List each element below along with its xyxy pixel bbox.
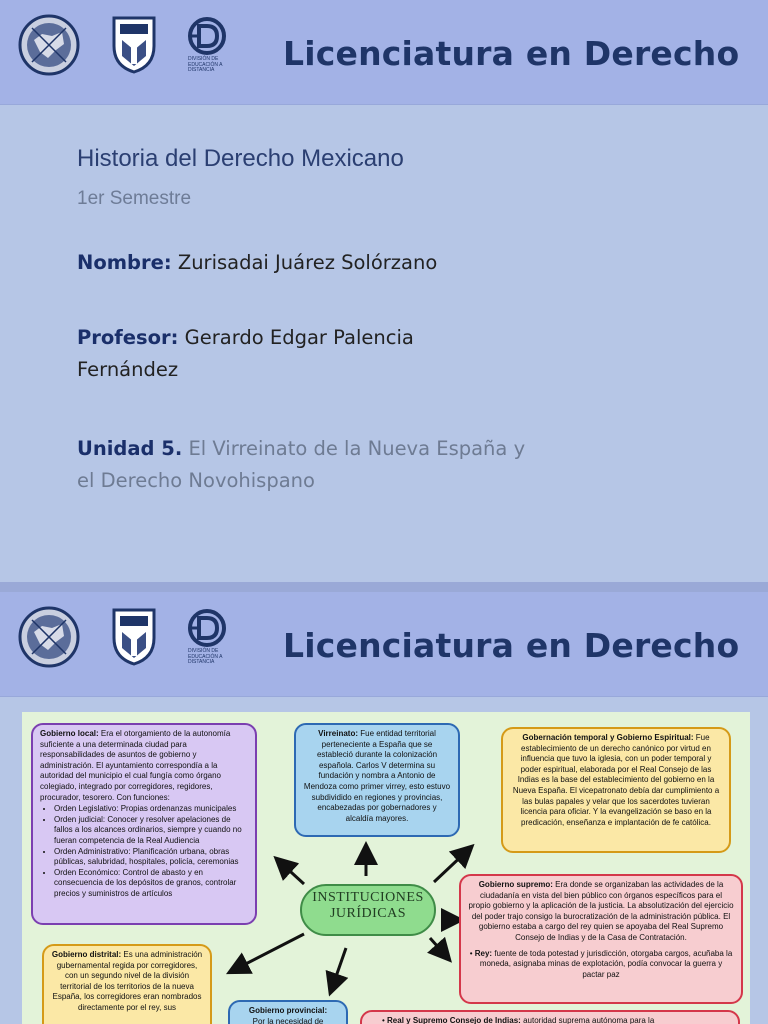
consejo-text: autoridad suprema autónoma para la (523, 1016, 655, 1024)
arrow-to-gobierno-provincial (332, 948, 346, 988)
gobernacion-box (501, 727, 731, 853)
rey-entry: • Rey: fuente de toda potestad y jurisdicción, otorgaba cargos, acuñaba la moneda, asignaba minas de explotación, podía convocar la guerra y pactar paz (469, 948, 733, 979)
unam-shield-icon (112, 16, 156, 74)
consejo-box: • Real y Supremo Consejo de Indias: autoridad suprema autónoma para la (360, 1010, 740, 1024)
gobierno-local-title: Gobierno local: (40, 729, 99, 738)
arrow-to-gobierno-distrital (234, 934, 304, 970)
central-topic: INSTITUCIONES JURÍDICAS (300, 884, 436, 936)
gobierno-local-text: Era el otorgamiento de la autonomía suficiente a una determinada ciudad para responsabilidades de asuntos de gobierno y administración. El ayuntamiento correspondía a la autoridad del municipio el cual fungía como órgano colegiado, integrado por corregidores, regidores, procurador, tesorero. Con funciones: (40, 729, 231, 802)
page-header (0, 0, 768, 105)
list-item: • Orden judicial: Conocer y resolver apelaciones de fallos a los alcances ordinarios, siempre y cuando no fueran competencia de la Real Audiencia (54, 815, 248, 847)
gobierno-distrital-text: Es una administración gubernamental regida por corregidores, con un segundo nivel de la división territorial de los territorios de la nueva España, los corregidores eran nombrados directamente por el rey, sus (52, 950, 203, 1012)
gobierno-distrital-box (42, 944, 212, 1024)
concept-map (22, 712, 750, 1024)
gobernacion-text: Fue establecimiento de un derecho canónico por virtud en influencia que tuvo la iglesia, con un poder temporal y poder espiritual, elaborada por el Real Consejo de las Indias es la base del establecimiento del gobierno en la Nueva España. El vicepatronato debía dar cumplimiento a las bulas papales y velar que los sacerdotes tuvieran licencia para oficiar. Y la evangelización se baso en la predicación, enseñanza e implantación de fe católica. (512, 733, 720, 827)
gobierno-provincial-title: Gobierno provincial: (248, 1006, 328, 1015)
division-educacion-distancia-logo (185, 16, 229, 56)
gobierno-local-box (31, 723, 257, 925)
gobierno-local-list (40, 804, 248, 899)
teacher-row (77, 322, 437, 386)
semester: 1er Semestre (77, 188, 192, 209)
gobierno-provincial-text: Por la necesidad de (252, 1016, 324, 1024)
teacher-name: Gerardo Edgar Palencia Fernández (77, 326, 414, 381)
virreinato-title: Virreinato: (318, 729, 359, 738)
unit-label: Unidad 5. (77, 437, 183, 460)
gobierno-distrital-title: Gobierno distrital: (51, 950, 122, 959)
gobernacion-title: Gobernación temporal y Gobierno Espiritual: (522, 733, 694, 742)
virreinato-text: Fue entidad territorial perteneciente a España que se estableció durante la colonización española. Carlos V determina su fundación y nombra a Antonio de Mendoza como primer virrey, esto estuvo subdividido en regiones y provincias, encabezadas por gobernadores y alcaldía mayores. (303, 729, 451, 823)
gobierno-supremo-title: Gobierno supremo: (478, 880, 553, 889)
header-title: Licenciatura en Derecho (283, 626, 740, 665)
list-item: • Orden Económico: Control de abasto y en consecuencia de los depósitos de granos, controlar precios y suministros de artículos (54, 868, 248, 900)
unit-title: El Virreinato de la Nueva España y el Derecho Novohispano (77, 437, 526, 492)
arrow-to-gobierno-local (280, 862, 304, 884)
consejo-title: Real y Supremo Consejo de Indias: (387, 1016, 521, 1024)
unit-row (77, 433, 547, 497)
unam-shield-icon (112, 608, 156, 666)
division-educacion-distancia-logo (185, 608, 229, 648)
name-label: Nombre: (77, 251, 172, 274)
unam-seal-icon (18, 14, 80, 76)
unam-seal-icon (18, 606, 80, 668)
logo-caption: DIVISIÓN DE EDUCACIÓN A DISTANCIA (188, 648, 223, 665)
teacher-label: Profesor: (77, 326, 179, 349)
page-header-2 (0, 592, 768, 697)
gobierno-supremo-box (459, 874, 743, 1004)
rey-label: Rey: (474, 948, 493, 958)
list-item: • Orden Legislativo: Propias ordenanzas municipales (54, 804, 248, 815)
list-item: • Orden Administrativo: Planificación urbana, obras públicas, salubridad, hospitales, policía, ceremonias (54, 847, 248, 868)
virreinato-box (294, 723, 460, 837)
student-name: Zurisadai Juárez Solórzano (177, 251, 438, 274)
course-title: Historia del Derecho Mexicano (77, 145, 404, 172)
rey-text: fuente de toda potestad y jurisdicción, otorgaba cargos, acuñaba la moneda, asignaba minas de explotación, podía convocar la guerra y pactar paz (479, 948, 733, 979)
header-title: Licenciatura en Derecho (283, 34, 740, 73)
gobierno-supremo-text: Era donde se organizaban las actividades de la ciudadanía en vista del bien público con órganos específicos para el propio gobierno y la aplicación de la justicia. La absolutización del ejercicio del poder trajo consigo la burocratización de la administración pública. El gobierno estaba a cargo del rey quien se apoyaba del Real Supremo Consejo de Indias y de la Casa de Contratación. (468, 880, 734, 942)
gobierno-provincial-box (228, 1000, 348, 1024)
name-row (77, 247, 547, 279)
logo-caption: DIVISIÓN DE EDUCACIÓN A DISTANCIA (188, 56, 223, 73)
arrow-to-consejo (430, 938, 446, 956)
